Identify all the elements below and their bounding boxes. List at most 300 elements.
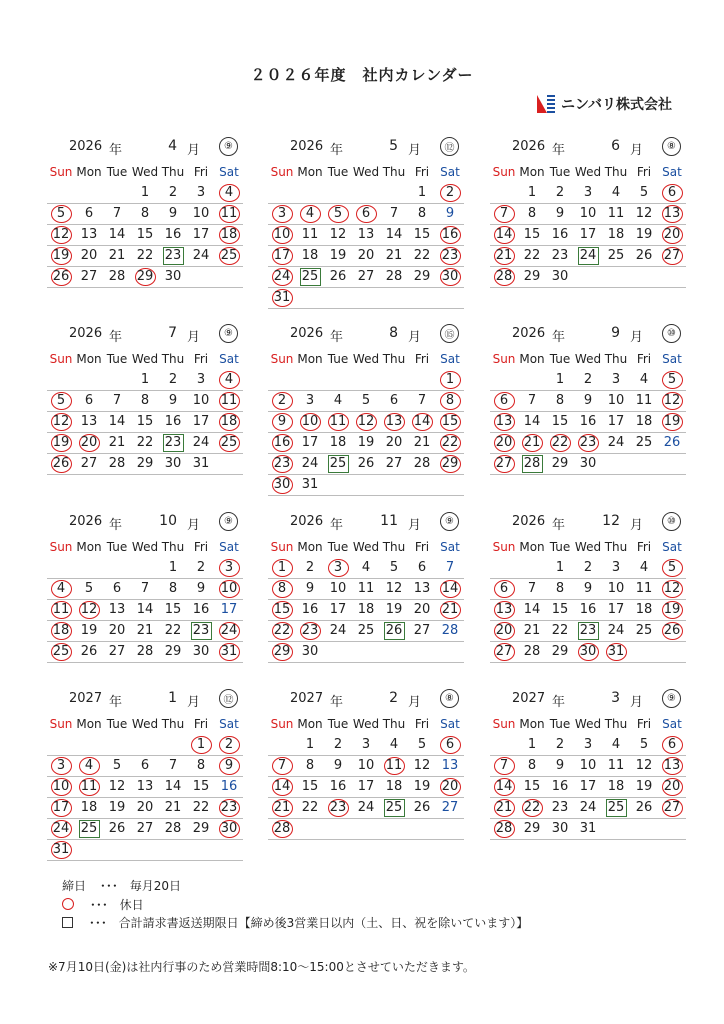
day-cell: 6 <box>84 393 94 408</box>
month-calendar <box>490 324 686 475</box>
day-cell: 21 <box>523 623 541 638</box>
day-cell: 16 <box>551 227 569 242</box>
empty-day-cell <box>75 183 103 203</box>
holiday-day-cell: 3 <box>215 558 243 578</box>
holiday-count-badge: ⑨ <box>219 137 238 156</box>
legend-holiday <box>62 896 144 913</box>
empty-day-cell <box>408 370 436 390</box>
empty-day-cell <box>602 819 630 839</box>
holiday-day-cell: 10 <box>296 412 324 432</box>
weekday-label: Sun <box>49 717 73 731</box>
empty-day-cell <box>602 454 630 474</box>
empty-day-cell <box>75 840 103 860</box>
month-number: 10 <box>159 513 177 529</box>
empty-day-cell <box>380 370 408 390</box>
month-year: 2027 <box>69 691 103 706</box>
holiday-day-cell: 26 <box>47 454 75 474</box>
week-row <box>47 454 243 475</box>
year-suffix: 年 <box>552 330 566 345</box>
weekday-label: Tue <box>549 165 571 179</box>
day-cell: 27 <box>80 456 98 471</box>
holiday-day-cell: 25 <box>215 246 243 266</box>
holiday-day-cell: 17 <box>47 798 75 818</box>
deadline-day-cell: 24 <box>574 246 602 266</box>
empty-day-cell <box>324 642 352 662</box>
day-cell: 5 <box>389 560 399 575</box>
day-cell: 9 <box>333 758 343 773</box>
empty-day-cell <box>324 288 352 308</box>
deadline-day-cell: 25 <box>602 798 630 818</box>
month-suffix: 月 <box>630 695 644 710</box>
day-cell: 18 <box>301 248 319 263</box>
empty-day-cell <box>352 475 380 495</box>
holiday-day-cell: 20 <box>75 433 103 453</box>
weekday-label: Sat <box>662 352 682 366</box>
empty-day-cell <box>296 288 324 308</box>
day-cell: 14 <box>164 779 182 794</box>
holiday-day-cell: 12 <box>352 412 380 432</box>
weekday-label: Wed <box>352 352 380 366</box>
weekday-label: Wed <box>131 352 159 366</box>
holiday-day-cell: 13 <box>658 204 686 224</box>
holiday-day-cell: 2 <box>215 735 243 755</box>
empty-day-cell <box>436 288 464 308</box>
holiday-day-cell: 23 <box>215 798 243 818</box>
empty-day-cell <box>215 840 243 860</box>
month-year: 2026 <box>512 139 546 154</box>
day-cell: 15 <box>301 779 319 794</box>
empty-day-cell <box>408 288 436 308</box>
weekday-label: Tue <box>549 717 571 731</box>
holiday-day-cell: 8 <box>436 391 464 411</box>
holiday-day-cell: 30 <box>436 267 464 287</box>
holiday-day-cell: 16 <box>436 225 464 245</box>
month-header <box>490 137 686 159</box>
day-cell: 19 <box>357 435 375 450</box>
day-cell: 19 <box>385 602 403 617</box>
month-suffix: 月 <box>630 330 644 345</box>
day-cell: 15 <box>136 227 154 242</box>
weekday-label: Mon <box>76 717 102 731</box>
month-year: 2026 <box>512 326 546 341</box>
holiday-day-cell: 3 <box>268 204 296 224</box>
legend-dots: ･･･ <box>89 898 108 912</box>
month-number: 6 <box>611 138 620 154</box>
deadline-day-cell: 25 <box>75 819 103 839</box>
week-row <box>47 840 243 861</box>
day-cell: 15 <box>523 227 541 242</box>
weekday-header <box>268 717 464 735</box>
day-cell: 13 <box>357 227 375 242</box>
day-cell: 17 <box>579 779 597 794</box>
holiday-day-cell: 13 <box>380 412 408 432</box>
month-calendar <box>490 689 686 840</box>
day-cell: 11 <box>635 393 653 408</box>
day-cell: 12 <box>385 581 403 596</box>
day-cell: 22 <box>192 800 210 815</box>
holiday-day-cell: 2 <box>436 183 464 203</box>
week-row <box>47 798 243 819</box>
holiday-count-badge: ⑫ <box>440 137 459 156</box>
month-suffix: 月 <box>187 143 201 158</box>
day-cell: 6 <box>389 393 399 408</box>
day-cell: 26 <box>635 248 653 263</box>
day-cell: 5 <box>84 581 94 596</box>
day-cell: 28 <box>136 644 154 659</box>
weekday-label: Sat <box>662 717 682 731</box>
day-cell: 2 <box>583 560 593 575</box>
weekday-label: Mon <box>519 352 545 366</box>
weekday-label: Sat <box>440 717 460 731</box>
weekday-label: Thu <box>161 165 185 179</box>
day-cell: 28 <box>108 456 126 471</box>
empty-day-cell <box>408 819 436 839</box>
week-row <box>490 819 686 840</box>
week-row <box>47 412 243 433</box>
holiday-day-cell: 7 <box>490 756 518 776</box>
year-suffix: 年 <box>552 143 566 158</box>
empty-day-cell <box>268 370 296 390</box>
day-cell: 25 <box>357 623 375 638</box>
day-cell: 5 <box>639 737 649 752</box>
day-cell: 1 <box>555 372 565 387</box>
day-cell: 20 <box>357 248 375 263</box>
weekday-header <box>490 717 686 735</box>
day-cell: 30 <box>551 821 569 836</box>
day-cell: 22 <box>413 248 431 263</box>
holiday-day-cell: 20 <box>658 777 686 797</box>
deadline-day-cell: 23 <box>159 246 187 266</box>
week-row <box>268 183 464 204</box>
day-cell: 11 <box>357 581 375 596</box>
day-cell: 1 <box>417 185 427 200</box>
weekday-label: Tue <box>106 165 128 179</box>
day-cell: 14 <box>523 602 541 617</box>
weekday-label: Wed <box>574 352 602 366</box>
empty-day-cell <box>380 642 408 662</box>
day-cell: 3 <box>611 372 621 387</box>
month-calendar <box>47 137 243 288</box>
weekday-label: Sun <box>49 352 73 366</box>
week-row <box>490 600 686 621</box>
week-row <box>47 370 243 391</box>
page-title: ２０２６年度 社内カレンダー <box>250 66 474 84</box>
weekday-label: Sun <box>492 717 516 731</box>
company-name: ニンバリ株式会社 <box>560 97 672 113</box>
holiday-day-cell: 13 <box>490 412 518 432</box>
holiday-count-badge: ⑩ <box>662 512 681 531</box>
month-year: 2026 <box>69 139 103 154</box>
empty-day-cell <box>436 642 464 662</box>
weekday-label: Wed <box>131 165 159 179</box>
holiday-day-cell: 25 <box>47 642 75 662</box>
weekday-header <box>268 540 464 558</box>
day-cell: 29 <box>136 456 154 471</box>
day-cell: 16 <box>220 779 238 794</box>
day-cell: 25 <box>635 435 653 450</box>
day-cell: 8 <box>168 581 178 596</box>
week-row <box>47 433 243 454</box>
day-cell: 27 <box>385 456 403 471</box>
day-cell: 15 <box>413 227 431 242</box>
day-cell: 17 <box>607 602 625 617</box>
month-calendar <box>47 512 243 663</box>
empty-day-cell <box>630 454 658 474</box>
week-row <box>268 756 464 777</box>
week-row <box>47 183 243 204</box>
weekday-label: Fri <box>636 165 652 179</box>
empty-day-cell <box>518 558 546 578</box>
month-year: 2026 <box>290 139 324 154</box>
week-row <box>490 777 686 798</box>
month-year: 2027 <box>512 691 546 706</box>
weekday-label: Mon <box>519 540 545 554</box>
day-cell: 1 <box>527 737 537 752</box>
holiday-day-cell: 31 <box>215 642 243 662</box>
empty-day-cell <box>296 819 324 839</box>
legend-closing-label: 締日 <box>62 879 87 893</box>
day-cell: 7 <box>112 393 122 408</box>
month-header <box>490 512 686 534</box>
weekday-label: Sat <box>662 540 682 554</box>
empty-day-cell <box>159 840 187 860</box>
weekday-label: Thu <box>382 352 406 366</box>
day-cell: 15 <box>164 602 182 617</box>
week-row <box>490 391 686 412</box>
day-cell: 19 <box>80 623 98 638</box>
day-cell: 31 <box>301 477 319 492</box>
month-header <box>490 324 686 346</box>
weekday-label: Thu <box>161 352 185 366</box>
holiday-count-badge: ⑧ <box>440 689 459 708</box>
weekday-header <box>47 165 243 183</box>
week-row <box>490 558 686 579</box>
month-suffix: 月 <box>408 518 422 533</box>
week-row <box>490 579 686 600</box>
month-header <box>47 512 243 534</box>
day-cell: 30 <box>192 644 210 659</box>
weekday-label: Fri <box>193 352 209 366</box>
holiday-day-cell: 21 <box>268 798 296 818</box>
empty-day-cell <box>324 370 352 390</box>
month-suffix: 月 <box>408 330 422 345</box>
day-cell: 20 <box>80 248 98 263</box>
weekday-label: Fri <box>414 540 430 554</box>
month-suffix: 月 <box>630 518 644 533</box>
holiday-day-cell: 21 <box>436 600 464 620</box>
month-calendar <box>268 324 464 496</box>
holiday-day-cell: 3 <box>324 558 352 578</box>
holiday-day-cell: 21 <box>518 433 546 453</box>
weekday-header <box>47 540 243 558</box>
day-cell: 16 <box>329 779 347 794</box>
holiday-day-cell: 20 <box>436 777 464 797</box>
week-row <box>268 267 464 288</box>
month-header <box>47 324 243 346</box>
week-row <box>47 642 243 663</box>
week-row <box>268 204 464 225</box>
day-cell: 7 <box>112 206 122 221</box>
empty-day-cell <box>490 370 518 390</box>
week-row <box>490 267 686 288</box>
company-logo-icon <box>537 95 555 113</box>
holiday-day-cell: 12 <box>658 391 686 411</box>
holiday-day-cell: 16 <box>268 433 296 453</box>
day-cell: 27 <box>80 269 98 284</box>
holiday-count-badge: ⑫ <box>219 689 238 708</box>
empty-day-cell <box>103 840 131 860</box>
day-cell: 30 <box>551 269 569 284</box>
holiday-day-cell: 28 <box>490 267 518 287</box>
legend-holiday-value: 休日 <box>119 898 144 912</box>
holiday-day-cell: 18 <box>215 412 243 432</box>
day-cell: 4 <box>639 560 649 575</box>
empty-day-cell <box>436 819 464 839</box>
empty-day-cell <box>131 735 159 755</box>
week-row <box>490 412 686 433</box>
day-cell: 25 <box>607 248 625 263</box>
year-suffix: 年 <box>552 518 566 533</box>
day-cell: 3 <box>611 560 621 575</box>
weekday-label: Fri <box>636 717 652 731</box>
week-row <box>268 735 464 756</box>
holiday-day-cell: 11 <box>215 204 243 224</box>
weekday-header <box>490 352 686 370</box>
day-cell: 2 <box>168 185 178 200</box>
day-cell: 2 <box>305 560 315 575</box>
holiday-day-cell: 27 <box>490 454 518 474</box>
day-cell: 18 <box>607 779 625 794</box>
weekday-label: Fri <box>414 717 430 731</box>
holiday-day-cell: 29 <box>436 454 464 474</box>
day-cell: 22 <box>551 623 569 638</box>
empty-day-cell <box>408 475 436 495</box>
month-number: 3 <box>611 690 620 706</box>
holiday-day-cell: 1 <box>187 735 215 755</box>
week-row <box>490 621 686 642</box>
day-cell: 1 <box>168 560 178 575</box>
holiday-day-cell: 23 <box>268 454 296 474</box>
day-cell: 7 <box>445 560 455 575</box>
weekday-label: Fri <box>414 352 430 366</box>
weekday-label: Sat <box>219 717 239 731</box>
day-cell: 11 <box>607 206 625 221</box>
holiday-day-cell: 3 <box>47 756 75 776</box>
day-cell: 18 <box>329 435 347 450</box>
year-suffix: 年 <box>330 143 344 158</box>
month-number: 1 <box>168 690 177 706</box>
holiday-day-cell: 6 <box>352 204 380 224</box>
day-cell: 17 <box>301 435 319 450</box>
holiday-day-cell: 4 <box>215 183 243 203</box>
holiday-day-cell: 6 <box>490 579 518 599</box>
week-row <box>490 756 686 777</box>
day-cell: 3 <box>361 737 371 752</box>
day-cell: 4 <box>333 393 343 408</box>
day-cell: 3 <box>196 372 206 387</box>
holiday-day-cell: 18 <box>215 225 243 245</box>
day-cell: 8 <box>305 758 315 773</box>
year-suffix: 年 <box>330 695 344 710</box>
day-cell: 30 <box>301 644 319 659</box>
weekday-label: Sat <box>219 540 239 554</box>
day-cell: 28 <box>523 644 541 659</box>
empty-day-cell <box>47 558 75 578</box>
weekday-label: Fri <box>193 717 209 731</box>
holiday-day-cell: 27 <box>658 798 686 818</box>
legend-closing <box>62 877 181 894</box>
empty-day-cell <box>268 183 296 203</box>
empty-day-cell <box>490 183 518 203</box>
day-cell: 17 <box>220 602 238 617</box>
day-cell: 24 <box>301 456 319 471</box>
day-cell: 5 <box>417 737 427 752</box>
holiday-day-cell: 14 <box>268 777 296 797</box>
holiday-day-cell: 6 <box>658 735 686 755</box>
day-cell: 19 <box>635 779 653 794</box>
empty-day-cell <box>215 267 243 287</box>
day-cell: 9 <box>196 581 206 596</box>
day-cell: 24 <box>357 800 375 815</box>
legend-closing-value: 毎月20日 <box>129 879 181 893</box>
holiday-day-cell: 24 <box>215 621 243 641</box>
year-suffix: 年 <box>109 330 123 345</box>
holiday-day-cell: 27 <box>658 246 686 266</box>
month-calendar <box>490 512 686 663</box>
holiday-day-cell: 23 <box>324 798 352 818</box>
day-cell: 28 <box>413 456 431 471</box>
weekday-label: Sun <box>49 165 73 179</box>
weekday-label: Fri <box>636 352 652 366</box>
day-cell: 27 <box>357 269 375 284</box>
weekday-label: Thu <box>604 717 628 731</box>
day-cell: 29 <box>523 269 541 284</box>
week-row <box>490 798 686 819</box>
weekday-label: Sat <box>440 352 460 366</box>
day-cell: 12 <box>329 227 347 242</box>
weekday-label: Wed <box>131 540 159 554</box>
empty-day-cell <box>352 370 380 390</box>
holiday-count-badge: ⑮ <box>440 324 459 343</box>
empty-day-cell <box>408 642 436 662</box>
day-cell: 26 <box>80 644 98 659</box>
day-cell: 17 <box>329 602 347 617</box>
day-cell: 15 <box>136 414 154 429</box>
holiday-count-badge: ⑨ <box>662 689 681 708</box>
week-row <box>268 798 464 819</box>
month-suffix: 月 <box>408 695 422 710</box>
month-year: 2026 <box>290 514 324 529</box>
day-cell: 26 <box>108 821 126 836</box>
weekday-label: Sun <box>270 165 294 179</box>
holiday-day-cell: 28 <box>268 819 296 839</box>
day-cell: 13 <box>80 227 98 242</box>
year-suffix: 年 <box>109 518 123 533</box>
day-cell: 29 <box>551 456 569 471</box>
month-number: 9 <box>611 325 620 341</box>
empty-day-cell <box>658 819 686 839</box>
day-cell: 19 <box>329 248 347 263</box>
day-cell: 6 <box>140 758 150 773</box>
weekday-label: Tue <box>327 540 349 554</box>
day-cell: 15 <box>551 414 569 429</box>
day-cell: 2 <box>333 737 343 752</box>
day-cell: 17 <box>192 414 210 429</box>
weekday-label: Wed <box>574 717 602 731</box>
day-cell: 30 <box>164 456 182 471</box>
month-number: 4 <box>168 138 177 154</box>
weekday-label: Sun <box>492 352 516 366</box>
